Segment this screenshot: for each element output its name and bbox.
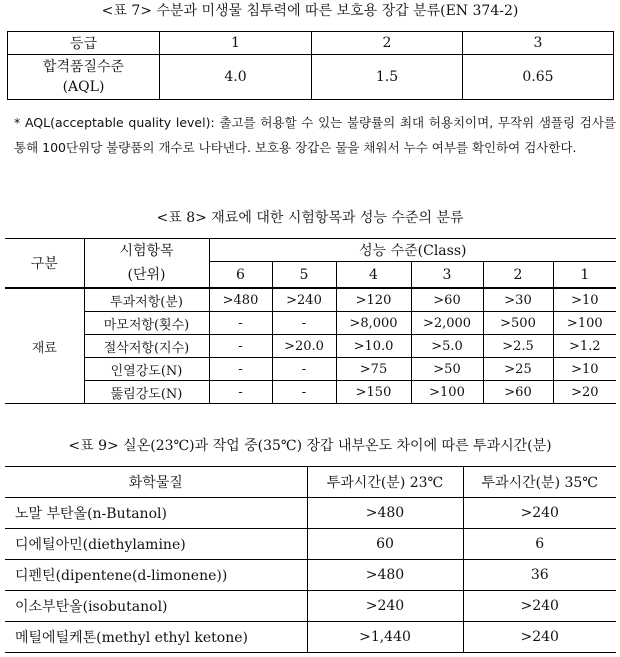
table8-caption: <표 8> 재료에 대한 시험항목과 성능 수준의 분류 (156, 210, 464, 226)
test-item: 절삭저항(지수) (84, 335, 209, 358)
aql-value: 1.5 (312, 55, 463, 100)
test-item-header (84, 239, 209, 289)
test-item-line2: (단위) (127, 267, 166, 283)
level-value: >30 (483, 288, 553, 312)
level-value: >150 (336, 381, 411, 404)
table9-caption: <표 9> 실온(23℃)과 작업 중(35℃) 장갑 내부온도 차이에 따른 투과시간(분) (68, 438, 552, 454)
group-header: 구분 (5, 239, 84, 289)
level-value: - (272, 381, 336, 404)
table-row (5, 591, 616, 622)
level-value: >20.0 (272, 335, 336, 358)
class-header: 1 (553, 262, 616, 288)
aql-table (7, 31, 614, 100)
level-value: >100 (553, 312, 616, 335)
class-header: 6 (209, 262, 272, 288)
test-item-line1: 시험항목 (119, 243, 174, 259)
grade-cell: 3 (463, 32, 614, 55)
level-value: - (272, 312, 336, 335)
level-value: >2,000 (411, 312, 483, 335)
test-item: 마모저항(횟수) (84, 312, 209, 335)
chemical-name: 디에틸아민(diethylamine) (5, 529, 307, 560)
level-header: 성능 수준(Class) (209, 239, 616, 262)
time35-value: >240 (463, 498, 616, 529)
level-value: >75 (336, 358, 411, 381)
level-value: >240 (272, 288, 336, 312)
level-value: >2.5 (483, 335, 553, 358)
level-value: >10.0 (336, 335, 411, 358)
time23-value: >240 (307, 591, 463, 622)
class-header: 3 (411, 262, 483, 288)
test-item: 인열강도(N) (84, 358, 209, 381)
level-value: >100 (411, 381, 483, 404)
level-value: >25 (483, 358, 553, 381)
level-value: - (209, 381, 272, 404)
level-value: >60 (483, 381, 553, 404)
chemical-name: 노말 부탄올(n-Butanol) (5, 498, 307, 529)
chemical-name: 이소부탄올(isobutanol) (5, 591, 307, 622)
grade-header: 등급 (8, 32, 160, 55)
table-row (8, 32, 614, 55)
table-row (5, 467, 616, 498)
time35-header: 투과시간(분) 35℃ (463, 467, 616, 498)
time23-value: >480 (307, 560, 463, 591)
time35-value: 36 (463, 560, 616, 591)
chemical-name: 디펜틴(dipentene(d-limonene)) (5, 560, 307, 591)
aql-row-label (8, 55, 160, 100)
aql-value: 0.65 (463, 55, 614, 100)
test-item: 뚫림강도(N) (84, 381, 209, 404)
level-value: >5.0 (411, 335, 483, 358)
level-value: >10 (553, 288, 616, 312)
permeation-time-table (5, 466, 616, 653)
table-row (5, 358, 616, 381)
level-value: >120 (336, 288, 411, 312)
table-row (5, 622, 616, 653)
material-performance-table (5, 238, 616, 404)
time23-value: 60 (307, 529, 463, 560)
table-row (5, 312, 616, 335)
aql-value: 4.0 (160, 55, 312, 100)
test-item: 투과저항(분) (84, 288, 209, 312)
table-row (5, 381, 616, 404)
class-header: 5 (272, 262, 336, 288)
table-row (8, 55, 614, 100)
table-row (5, 239, 616, 262)
table-row (5, 335, 616, 358)
level-value: >10 (553, 358, 616, 381)
level-value: >1.2 (553, 335, 616, 358)
time35-value: >240 (463, 622, 616, 653)
level-value: >500 (483, 312, 553, 335)
chemical-name: 메틸에틸케톤(methyl ethyl ketone) (5, 622, 307, 653)
table-row (5, 288, 616, 312)
level-value: >50 (411, 358, 483, 381)
material-group-label: 재료 (5, 288, 84, 404)
aql-footnote: * AQL(acceptable quality level): 출고를 허용할 수 있는 불량률의 최대 허용치이며, 무작위 샘플링 검사를 통해 100단위당 불량품의 개수로 나타낸다. 보호용 장갑은 물을 채워서 누수 여부를 확인하여 검사한다. (14, 115, 616, 155)
chemical-header: 화학물질 (5, 467, 307, 498)
level-value: >480 (209, 288, 272, 312)
table-row (5, 529, 616, 560)
time23-value: >1,440 (307, 622, 463, 653)
time35-value: 6 (463, 529, 616, 560)
class-header: 2 (483, 262, 553, 288)
aql-label-line2: (AQL) (62, 79, 105, 95)
table-row (5, 498, 616, 529)
table7-caption: <표 7> 수분과 미생물 침투력에 따른 보호용 장갑 분류(EN 374-2) (101, 3, 519, 19)
level-value: >8,000 (336, 312, 411, 335)
aql-label-line1: 합격품질수준 (42, 59, 125, 75)
level-value: - (209, 312, 272, 335)
grade-cell: 2 (312, 32, 463, 55)
level-value: - (272, 358, 336, 381)
time35-value: >240 (463, 591, 616, 622)
level-value: >20 (553, 381, 616, 404)
table-row (5, 560, 616, 591)
level-value: - (209, 335, 272, 358)
level-value: >60 (411, 288, 483, 312)
time23-header: 투과시간(분) 23℃ (307, 467, 463, 498)
class-header: 4 (336, 262, 411, 288)
level-value: - (209, 358, 272, 381)
grade-cell: 1 (160, 32, 312, 55)
time23-value: >480 (307, 498, 463, 529)
